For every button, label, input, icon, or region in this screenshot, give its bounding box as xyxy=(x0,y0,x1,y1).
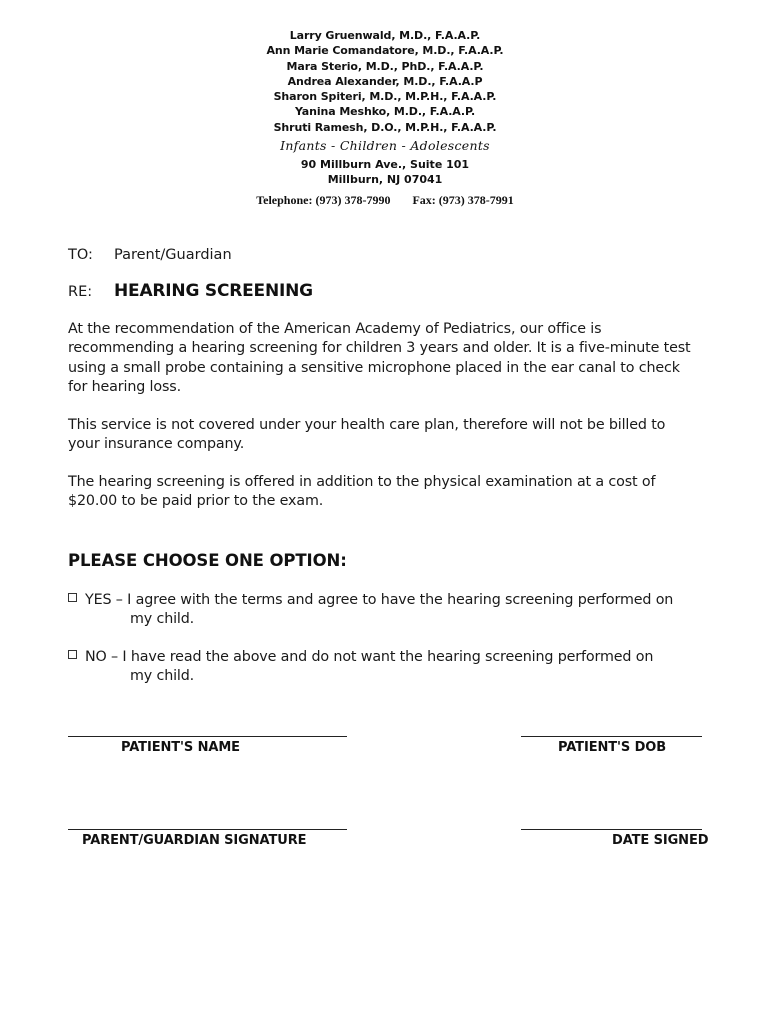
no-text-continued: my child. xyxy=(130,668,195,685)
yes-text: YES – I agree with the terms and agree to have the hearing screening performed on xyxy=(85,592,674,608)
paragraph-coverage xyxy=(68,416,728,455)
no-checkbox[interactable] xyxy=(68,650,77,659)
no-text: NO – I have read the above and do not want the hearing screening performed on xyxy=(85,649,654,665)
doctor-name: Shruti Ramesh, D.O., M.P.H., F.A.A.P. xyxy=(273,120,497,134)
to-label: TO: xyxy=(68,247,93,263)
patient-name-label: PATIENT'S NAME xyxy=(121,740,240,755)
options-heading: PLEASE CHOOSE ONE OPTION: xyxy=(68,551,347,570)
date-signed-line[interactable] xyxy=(521,829,702,830)
yes-text-continued: my child. xyxy=(130,611,195,628)
telephone-number: Telephone: (973) 378-7990 xyxy=(256,193,391,208)
letterhead xyxy=(0,28,770,208)
address-line-1: 90 Millburn Ave., Suite 101 xyxy=(300,158,470,172)
paragraph-line: for hearing loss. xyxy=(68,378,181,395)
option-yes[interactable] xyxy=(68,591,728,630)
paragraph-line: This service is not covered under your health care plan, therefore will not be billed to xyxy=(68,417,666,433)
re-subject: HEARING SCREENING xyxy=(114,281,313,301)
paragraph-cost xyxy=(68,473,728,512)
paragraph-recommendation xyxy=(68,320,728,397)
memo-to xyxy=(68,244,232,263)
yes-checkbox[interactable] xyxy=(68,593,77,602)
paragraph-line: At the recommendation of the American Academy of Pediatrics, our office is xyxy=(68,321,602,337)
doctor-name: Ann Marie Comandatore, M.D., F.A.A.P. xyxy=(266,44,504,58)
to-value: Parent/Guardian xyxy=(114,247,232,263)
address-line-2: Millburn, NJ 07041 xyxy=(327,173,443,187)
option-no[interactable] xyxy=(68,648,728,687)
re-label: RE: xyxy=(68,284,93,300)
patient-dob-label: PATIENT'S DOB xyxy=(558,740,667,755)
paragraph-line: your insurance company. xyxy=(68,436,245,453)
doctor-name: Larry Gruenwald, M.D., F.A.A.P. xyxy=(289,29,481,42)
doctor-name: Andrea Alexander, M.D., F.A.A.P xyxy=(287,74,483,88)
date-signed-label: DATE SIGNED xyxy=(612,833,709,848)
memo-re xyxy=(68,281,313,301)
patient-name-line[interactable] xyxy=(68,736,347,737)
patient-dob-line[interactable] xyxy=(521,736,702,737)
fax-number: Fax: (973) 378-7991 xyxy=(412,193,514,208)
doctor-name: Yanina Meshko, M.D., F.A.A.P. xyxy=(294,105,476,119)
paragraph-line: recommending a hearing screening for children 3 years and older. It is a five-minute test xyxy=(68,340,691,357)
paragraph-line: using a small probe containing a sensitive microphone placed in the ear canal to check xyxy=(68,359,680,376)
guardian-signature-label: PARENT/GUARDIAN SIGNATURE xyxy=(82,833,307,848)
paragraph-line: $20.00 to be paid prior to the exam. xyxy=(68,493,324,510)
practice-tagline: Infants - Children - Adolescents xyxy=(280,138,490,154)
doctor-name: Mara Sterio, M.D., PhD., F.A.A.P. xyxy=(286,59,484,73)
contact-line xyxy=(0,192,770,208)
paragraph-line: The hearing screening is offered in addition to the physical examination at a cost of xyxy=(68,474,656,490)
doctor-name: Sharon Spiteri, M.D., M.P.H., F.A.A.P. xyxy=(273,90,497,104)
guardian-signature-line[interactable] xyxy=(68,829,347,830)
